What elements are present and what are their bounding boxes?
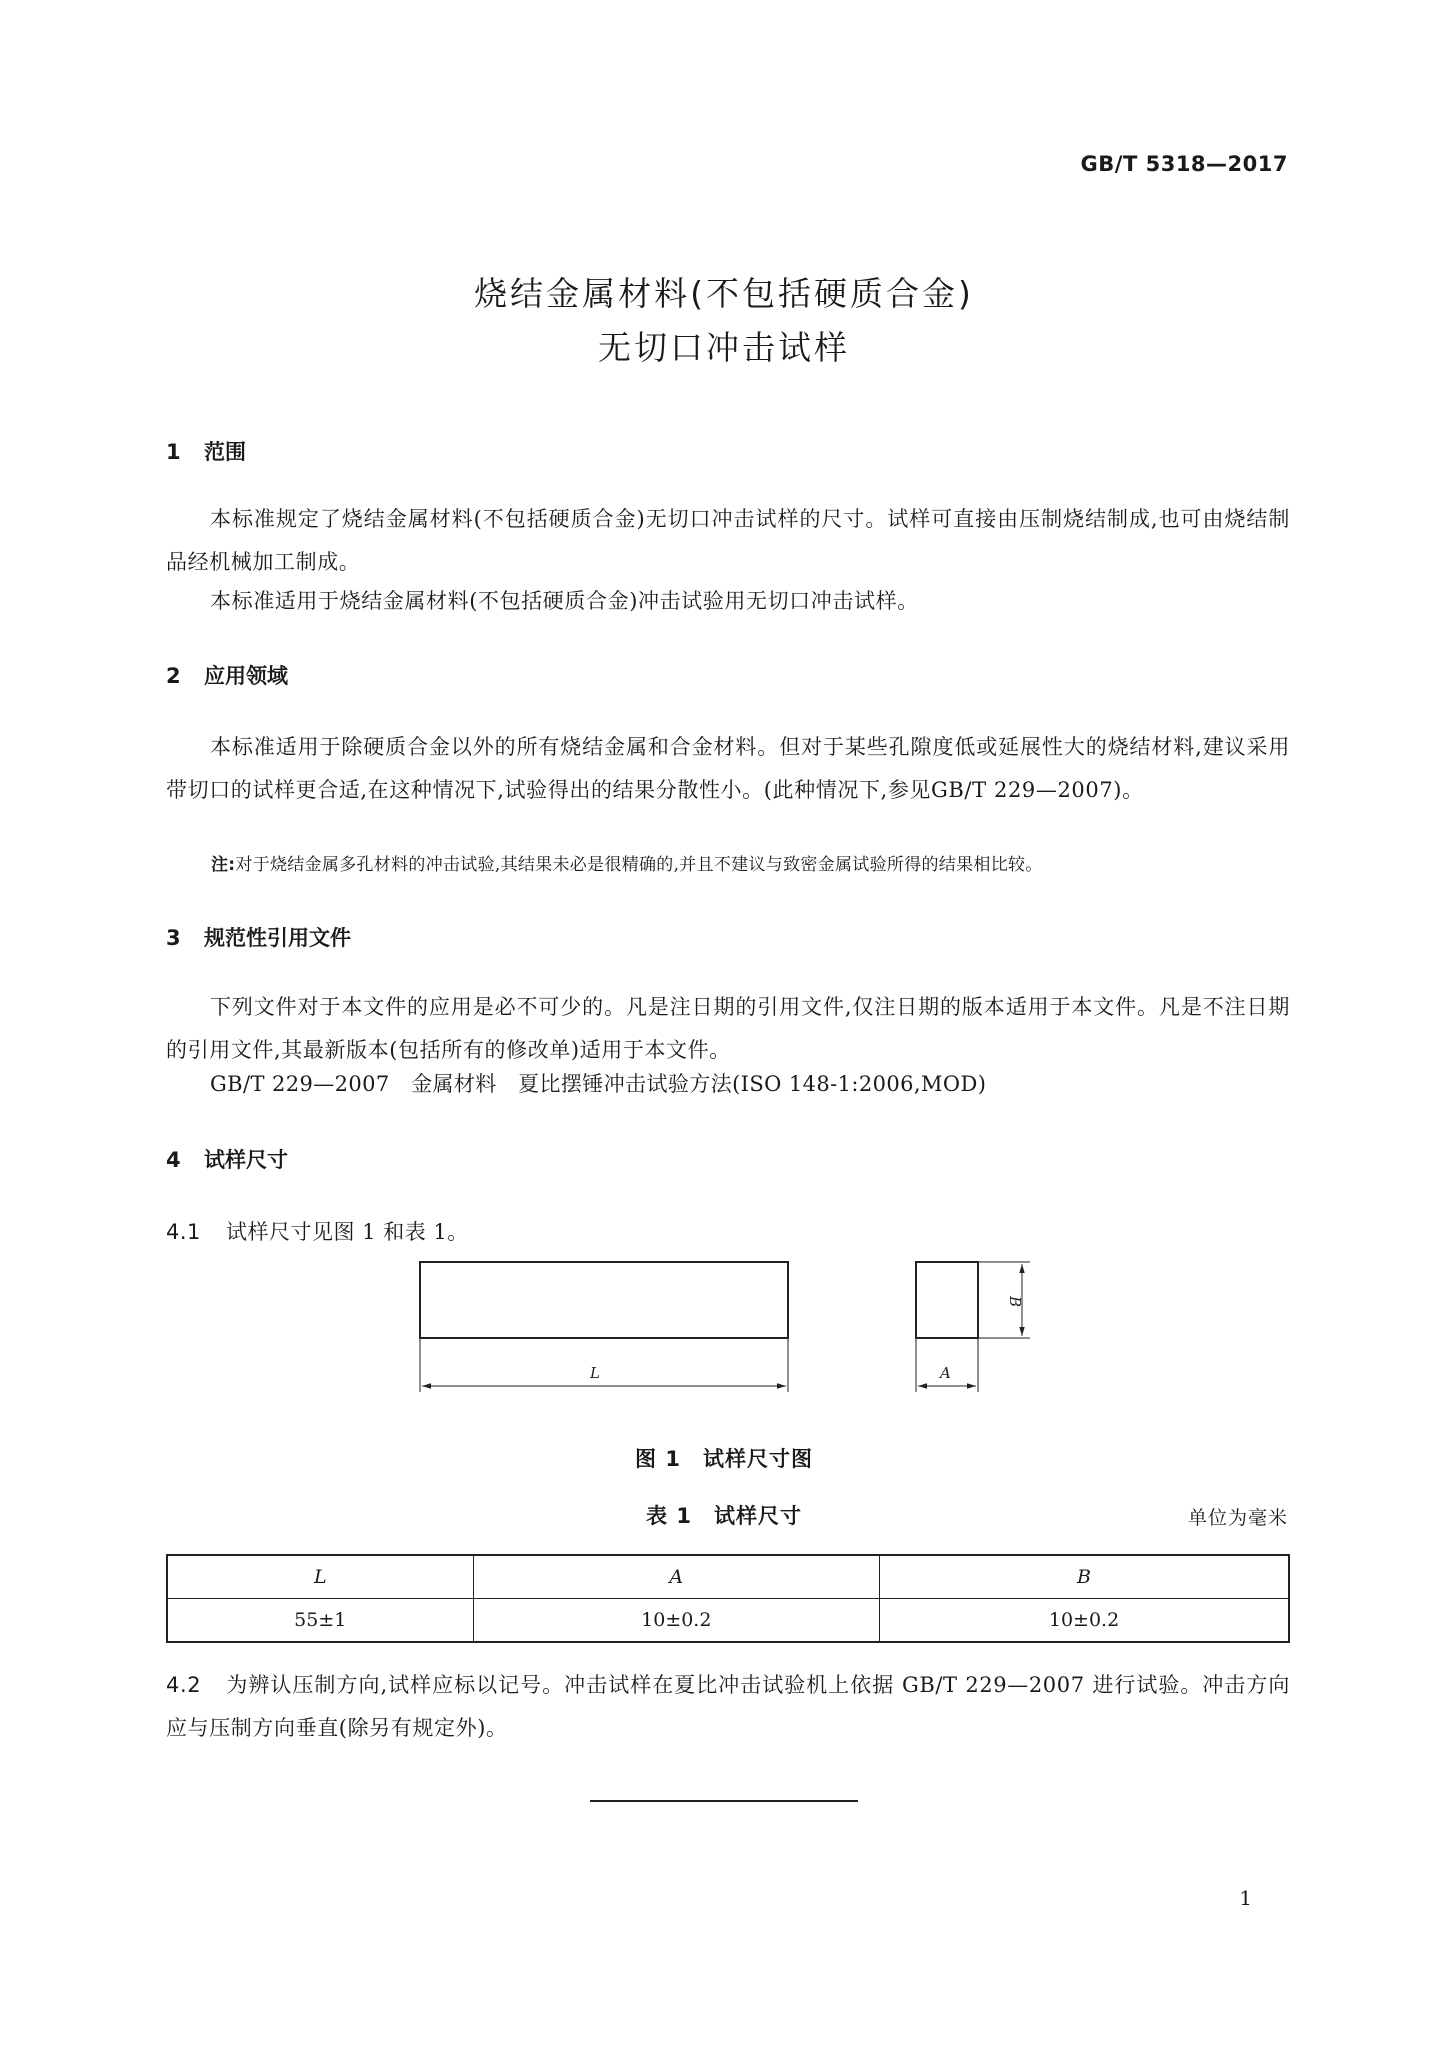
table-header-cell: L (167, 1555, 473, 1599)
table-row (167, 1599, 1289, 1643)
section-number: 4 (166, 1148, 181, 1172)
section-title: 试样尺寸 (204, 1148, 288, 1172)
figure-caption: 图 1 试样尺寸图 (635, 1447, 813, 1471)
label-B: B (1006, 1296, 1024, 1308)
clause-number: 4.1 (166, 1220, 201, 1244)
section-1-paragraph-2: 本标准适用于烧结金属材料(不包括硬质合金)冲击试验用无切口冲击试样。 (210, 589, 919, 613)
end-rule (590, 1800, 858, 1802)
section-number: 2 (166, 664, 181, 688)
table-header-cell: B (880, 1555, 1289, 1599)
section-title: 范围 (204, 440, 246, 464)
standard-number: GB/T 5318—2017 (1080, 152, 1288, 176)
clause-4-2 (166, 1664, 1290, 1750)
section-number: 1 (166, 440, 181, 464)
table-cell: 55±1 (167, 1599, 473, 1643)
label-L: L (590, 1364, 600, 1382)
table-header-cell: A (473, 1555, 880, 1599)
specimen-side-view (420, 1262, 788, 1338)
table-header-row (167, 1555, 1289, 1599)
clause-text: 为辨认压制方向,试样应标以记号。冲击试样在夏比冲击试验机上依据 GB/T 229—2007 进行试验。冲击方向应与压制方向垂直(除另有规定外)。 (166, 1673, 1290, 1740)
table-caption: 表 1 试样尺寸 (646, 1504, 802, 1528)
section-number: 3 (166, 926, 181, 950)
section-3-paragraph-1: 下列文件对于本文件的应用是必不可少的。凡是注日期的引用文件,仅注日期的版本适用于本文件。凡是不注日期的引用文件,其最新版本(包括所有的修改单)适用于本文件。 (166, 995, 1290, 1062)
table-cell: 10±0.2 (880, 1599, 1289, 1643)
page-number: 1 (1239, 1886, 1252, 1910)
specimen-cross-section (916, 1262, 978, 1338)
table-cell: 10±0.2 (473, 1599, 880, 1643)
note-label: 注: (211, 855, 236, 875)
clause-number: 4.2 (166, 1673, 202, 1697)
label-A: A (940, 1364, 951, 1382)
table-unit: 单位为毫米 (1187, 1507, 1288, 1529)
section-title: 规范性引用文件 (204, 926, 351, 950)
section-title: 应用领域 (204, 664, 288, 688)
specimen-dimension-table (166, 1554, 1290, 1643)
document-title-line2: 无切口冲击试样 (598, 328, 850, 367)
normative-reference: GB/T 229—2007 金属材料 夏比摆锤冲击试验方法(ISO 148-1:2006,MOD) (210, 1072, 987, 1096)
section-2-paragraph-1: 本标准适用于除硬质合金以外的所有烧结金属和合金材料。但对于某些孔隙度低或延展性大的烧结材料,建议采用带切口的试样更合适,在这种情况下,试验得出的结果分散性小。(此种情况下,参见GB/T 229—2007)。 (166, 735, 1290, 802)
note-text: 对于烧结金属多孔材料的冲击试验,其结果未必是很精确的,并且不建议与致密金属试验所得的结果相比较。 (235, 855, 1043, 875)
clause-text: 试样尺寸见图 1 和表 1。 (226, 1220, 469, 1244)
section-1-paragraph-1: 本标准规定了烧结金属材料(不包括硬质合金)无切口冲击试样的尺寸。试样可直接由压制烧结制成,也可由烧结制品经机械加工制成。 (166, 507, 1290, 574)
document-title-line1: 烧结金属材料(不包括硬质合金) (474, 274, 974, 313)
